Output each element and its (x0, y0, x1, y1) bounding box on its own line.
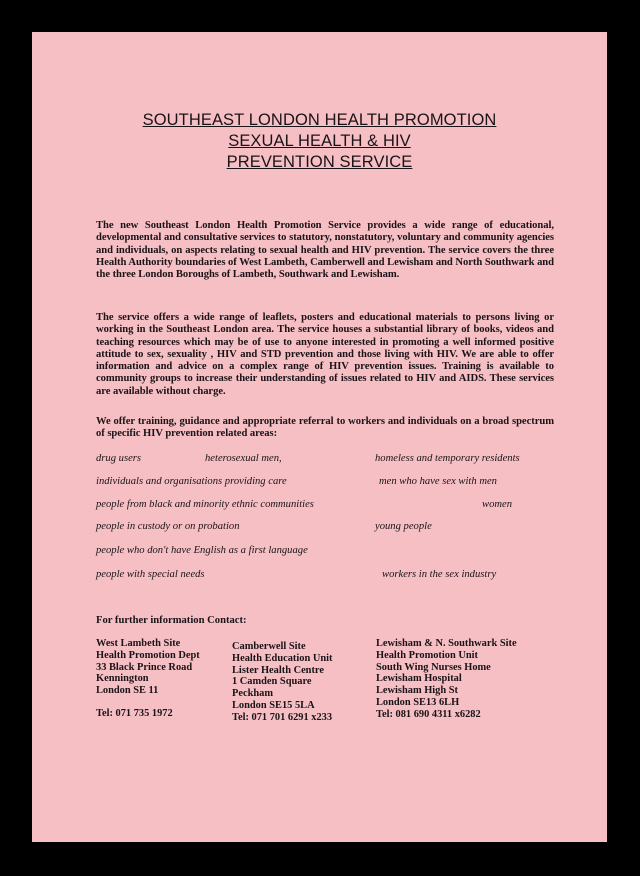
group-organisations: individuals and organisations providing care (96, 476, 287, 487)
address-line: Lewisham High St (376, 685, 458, 697)
intro-paragraph: The new Southeast London Health Promotion Service provides a wide range of educational, developmental and consultative services to statutory, nonstatutory, voluntary and community agencies and individuals, on aspects relating to sexual health and HIV prevention. The service covers the three Health Authority boundaries of West Lambeth, Camberwell and Lewisham and North Southwark and the three London Boroughs of Lambeth, Southwark and Lewisham. (96, 220, 554, 281)
lewisham-tel: Tel: 081 690 4311 x6282 (376, 709, 481, 720)
camberwell-address (232, 641, 332, 712)
address-line: Lister Health Centre (232, 664, 324, 676)
address-line: Camberwell Site (232, 641, 306, 652)
group-msm: men who have sex with men (379, 476, 497, 487)
title-line-3: PREVENTION SERVICE (226, 153, 413, 171)
group-young-people: young people (375, 521, 432, 532)
west-lambeth-address (96, 638, 200, 697)
address-line: Health Promotion Unit (376, 649, 478, 661)
group-heterosexual-men: heterosexual men, (205, 453, 282, 464)
camberwell-tel: Tel: 071 701 6291 x233 (232, 712, 333, 723)
contact-heading: For further information Contact: (96, 615, 247, 626)
page-title (32, 110, 607, 173)
address-line: Peckham (232, 688, 273, 700)
address-line: Lewisham & N. Southwark Site (376, 638, 517, 649)
group-drug-users: drug users (96, 453, 142, 464)
services-paragraph: The service offers a wide range of leaflets, posters and educational materials to persons living or working in the Southeast London area. The service houses a substantial library of books, videos and teaching resources which may be of use to anyone interested in promoting a well informed positive attitude to sex, sexuality , HIV and STD prevention and those living with HIV. We are able to offer information and advice on a complex range of HIV prevention issues. Training is available to community groups to increase their understanding of issues related to HIV and AIDS. These services are available without charge. (96, 312, 554, 397)
address-line: Health Promotion Dept (96, 649, 200, 661)
address-line: London SE15 5LA (232, 699, 315, 711)
address-line: 33 Black Prince Road (96, 661, 193, 673)
address-line: London SE13 6LH (376, 696, 460, 708)
address-line: Health Education Unit (232, 652, 333, 664)
group-black-minority: people from black and minority ethnic communities (96, 499, 314, 510)
address-line: London SE 11 (96, 685, 159, 697)
address-line: 1 Camden Square (232, 676, 312, 688)
address-line: Lewisham Hospital (376, 673, 462, 685)
group-women: women (482, 499, 513, 510)
group-custody: people in custody or on probation (96, 521, 240, 532)
leaflet-page (32, 32, 607, 842)
group-sex-industry: workers in the sex industry (382, 569, 497, 580)
address-line: Kennington (96, 673, 149, 685)
group-special-needs: people with special needs (96, 569, 205, 580)
group-no-english: people who don't have English as a first language (96, 545, 308, 556)
group-homeless: homeless and temporary residents (375, 453, 520, 464)
title-line-1: SOUTHEAST LONDON HEALTH PROMOTION (142, 111, 497, 129)
address-line: West Lambeth Site (96, 638, 181, 649)
training-paragraph: We offer training, guidance and appropriate referral to workers and individuals on a broad spectrum of specific HIV prevention related areas: (96, 416, 554, 440)
west-lambeth-tel: Tel: 071 735 1972 (96, 708, 173, 719)
address-line: South Wing Nurses Home (376, 661, 491, 673)
lewisham-address (376, 638, 517, 709)
title-line-2: SEXUAL HEALTH & HIV (228, 132, 411, 150)
